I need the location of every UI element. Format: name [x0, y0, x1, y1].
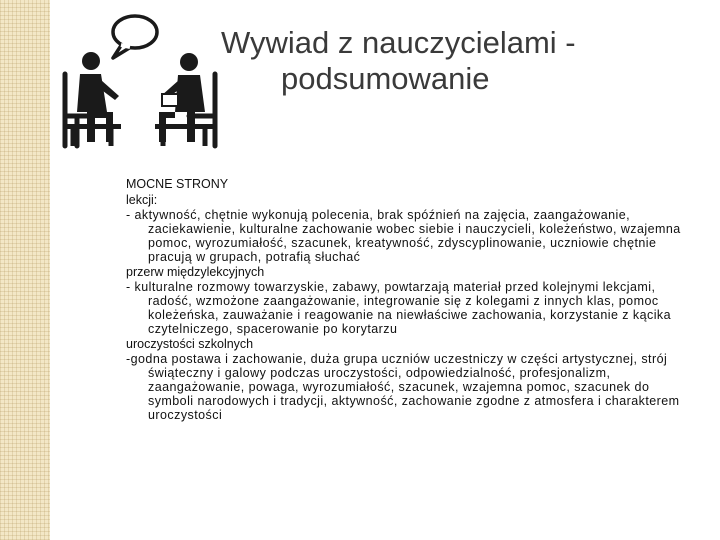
- strengths-lessons: - aktywność, chętnie wykonują polecenia, brak spóźnień na zajęcia, zaangażowanie, zaciekawienie, kulturalne zachowanie wobec siebie i nauczycieli, koleżeństwo, wzajemna pomoc, wyrozumiałość, szacunek, kreatywność, zdyscyplinowanie, uczniowie chętnie pracują w grupach, potrafią słuchać: [126, 208, 681, 264]
- slide-title: [215, 25, 715, 97]
- two-people-talking-icon: [55, 12, 225, 152]
- category-breaks: przerw międzylekcyjnych: [126, 265, 265, 279]
- title-line-2: podsumowanie: [281, 61, 490, 96]
- slide-content: [126, 177, 698, 422]
- strengths-ceremonies: -godna postawa i zachowanie, duża grupa uczniów uczestniczy w części artystycznej, strój świąteczny i galowy podczas uroczystości, odpowiedzialność, profesjonalizm, zaangażowanie, powaga, wyrozumiałość, szacunek, wzajemna pomoc, szacunek do symboli narodowych i tradycji, aktywność, zachowanie zgodne z atmosfera i charakterem uroczystości: [126, 352, 680, 422]
- category-lessons: lekcji:: [126, 193, 158, 207]
- decorative-side-strip: [0, 0, 50, 540]
- title-line-1: Wywiad z nauczycielami -: [221, 25, 576, 60]
- category-ceremonies: uroczystości szkolnych: [126, 337, 254, 351]
- section-heading: MOCNE STRONY: [126, 177, 229, 191]
- strengths-breaks: - kulturalne rozmowy towarzyskie, zabawy, powtarzają materiał przed kolejnymi lekcjami, radość, wzmożone zaangażowanie, integrowanie się z kolegami z innych klas, pomoc koleżeńska, zauważanie i reagowanie na niewłaściwe zachowania, korzystanie z kącika czytelniczego, spacerowanie po korytarzu: [126, 280, 672, 336]
